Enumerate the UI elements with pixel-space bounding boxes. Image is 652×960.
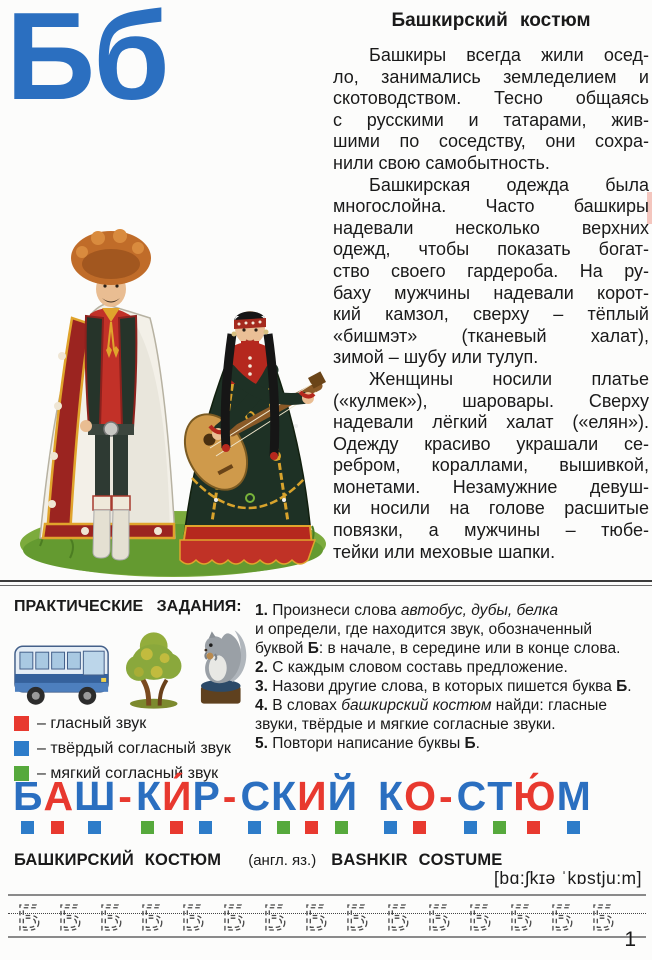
task-text: . xyxy=(627,678,632,695)
letter-column xyxy=(328,774,356,834)
syllable-group xyxy=(456,774,591,834)
red-sound-square xyxy=(305,821,318,834)
blue-sound-square xyxy=(199,821,212,834)
svg-text:Б: Б xyxy=(263,897,287,936)
syllable-hyphen: - xyxy=(118,773,132,819)
syllable-letter: Р xyxy=(192,773,219,819)
text-line: ребром, кораллами, вышивкой, xyxy=(333,455,649,476)
trace-letter xyxy=(53,896,94,936)
task-item xyxy=(255,658,651,677)
task-text: . xyxy=(475,735,480,752)
task-item xyxy=(255,601,651,658)
task-text: 5. xyxy=(255,735,273,752)
paragraph xyxy=(333,175,649,369)
text-line: шими по соседству, они сохра- xyxy=(333,131,649,152)
svg-text:Б: Б xyxy=(58,897,82,936)
task-text: Произнеси слова xyxy=(272,602,401,619)
text-line: многослойна. Часто башкиры xyxy=(333,196,649,217)
trace-letter xyxy=(422,896,463,936)
text-line: ки носили на голове расшитые xyxy=(333,498,649,519)
syllable-letter: Й xyxy=(327,773,357,819)
letter-column xyxy=(240,774,269,834)
task-text: В словах xyxy=(272,697,342,714)
task-item xyxy=(255,696,651,734)
svg-text:Б: Б xyxy=(17,897,41,936)
trace-letter xyxy=(12,896,53,936)
syllable-title xyxy=(12,774,591,834)
blue-sound-square xyxy=(464,821,477,834)
task-text: и определи, где находится звук, обозначенный xyxy=(255,621,593,638)
legend-item xyxy=(14,711,231,736)
green-sound-square xyxy=(493,821,506,834)
text-line: Одежду красиво украшали се- xyxy=(333,433,649,454)
blue-sound-square xyxy=(384,821,397,834)
blue-sound-square xyxy=(21,821,34,834)
task-text: Б xyxy=(616,678,628,695)
article-paragraphs xyxy=(333,45,649,563)
red-sound-square xyxy=(527,821,540,834)
red-sound-square xyxy=(170,821,183,834)
task-text: 3. xyxy=(255,678,273,695)
syllable-letter: И xyxy=(297,773,326,819)
letter-column xyxy=(404,774,435,834)
syllable-letter: Б xyxy=(13,773,42,819)
svg-text:Б: Б xyxy=(509,897,533,936)
svg-text:Б: Б xyxy=(140,897,164,936)
text-line: тейки или меховые шапки. xyxy=(333,541,556,562)
phonetic-transcription: [bɑ:ʃkɪə ˈkɒstju:m] xyxy=(494,868,642,888)
letter-column xyxy=(457,774,486,834)
trace-letter xyxy=(586,896,627,936)
paragraph xyxy=(333,45,649,175)
text-line: ство своего гардероба. На ру- xyxy=(333,260,649,281)
bus-image xyxy=(12,634,115,710)
red-sound-square xyxy=(51,821,64,834)
squirrel-image xyxy=(193,622,249,710)
svg-text:Б: Б xyxy=(468,897,492,936)
task-text: Б xyxy=(464,735,476,752)
svg-text:Б: Б xyxy=(99,897,123,936)
article xyxy=(333,10,649,563)
trace-letter xyxy=(545,896,586,936)
task-text: башкирский костюм xyxy=(341,697,492,714)
task-text: С каждым словом составь предложение. xyxy=(272,659,568,676)
syllable-letter: К xyxy=(135,773,160,819)
letter-column xyxy=(557,774,590,834)
text-line: с русскими и татарами, жив- xyxy=(333,109,649,130)
svg-text:Б: Б xyxy=(304,897,328,936)
text-line: скотоводством. Тесно общаясь xyxy=(333,88,649,109)
caption-language-note: (англ. яз.) xyxy=(248,852,317,869)
letter-column xyxy=(487,774,511,834)
letter-column xyxy=(43,774,72,834)
svg-text:Б: Б xyxy=(550,897,574,936)
blue-square-icon xyxy=(14,741,29,756)
svg-text:Б: Б xyxy=(427,897,451,936)
task-text: 4. xyxy=(255,697,273,714)
text-line: монетами. Незамужние девуш- xyxy=(333,476,649,497)
trace-letter xyxy=(340,896,381,936)
syllable-group xyxy=(377,774,436,834)
legend-item xyxy=(14,736,231,761)
text-line: кий камзол, сверху – тёплый xyxy=(333,304,649,325)
alphabet-letter-pair: Бб xyxy=(6,0,168,126)
syllable-group xyxy=(135,774,220,834)
practical-tasks-heading: ПРАКТИЧЕСКИЕ ЗАДАНИЯ: xyxy=(14,598,242,615)
green-sound-square xyxy=(277,821,290,834)
trace-letter xyxy=(381,896,422,936)
task-item xyxy=(255,734,651,753)
task-text: автобус, дубы, белка xyxy=(400,602,558,619)
text-line: Женщины носили платье xyxy=(369,368,649,389)
red-square-icon xyxy=(14,716,29,731)
oak-tree-image xyxy=(123,630,184,710)
syllable-group xyxy=(12,774,115,834)
task-text: Повтори написание буквы xyxy=(272,735,465,752)
text-line: нили свою самобытность. xyxy=(333,152,550,173)
trace-letter xyxy=(299,896,340,936)
syllable-letter: Т xyxy=(487,773,512,819)
text-line: Башкирская одежда была xyxy=(369,174,649,195)
task-text: Б xyxy=(307,640,319,657)
task-text: 1. xyxy=(255,602,273,619)
text-line: повязки, а мужчины – тюбе- xyxy=(333,520,649,541)
section-divider xyxy=(0,580,652,586)
green-sound-square xyxy=(335,821,348,834)
syllable-letter: С xyxy=(240,773,270,819)
syllable-letter: М xyxy=(556,773,590,819)
task-text: буквой xyxy=(255,640,308,657)
syllable-group xyxy=(239,774,357,834)
caption-russian: БАШКИРСКИЙ КОСТЮМ xyxy=(14,851,222,869)
paragraph xyxy=(333,369,649,563)
svg-text:Б: Б xyxy=(181,897,205,936)
syllable-hyphen: - xyxy=(222,773,237,819)
text-line: одежд, чтобы показать богат- xyxy=(333,239,649,260)
text-line: надевали лёгкий халат («елян»). xyxy=(333,412,649,433)
red-sound-square xyxy=(413,821,426,834)
text-line: надевали несколько верхних xyxy=(333,217,649,238)
trace-letter xyxy=(217,896,258,936)
letter-column xyxy=(513,774,554,834)
text-line: («кулмек»), шаровары. Сверху xyxy=(333,390,649,411)
trace-letter xyxy=(463,896,504,936)
syllable-letter: С xyxy=(456,773,486,819)
tracing-row xyxy=(12,896,627,936)
letter-column xyxy=(271,774,295,834)
task-text: Назови другие слова, в которых пишется буква xyxy=(272,678,617,695)
task-list xyxy=(255,601,651,753)
blue-sound-square xyxy=(567,821,580,834)
letter-column xyxy=(136,774,160,834)
blue-sound-square xyxy=(248,821,261,834)
letter-column xyxy=(13,774,41,834)
task-text: найди: гласные xyxy=(491,697,607,714)
syllable-letter: Ш xyxy=(74,773,115,819)
letter-tracing-strip xyxy=(8,894,646,938)
article-title: Башкирский костюм xyxy=(391,10,591,31)
svg-text:Б: Б xyxy=(345,897,369,936)
task-text: : в начале, в середине или в конце слова. xyxy=(318,640,621,657)
svg-text:Б: Б xyxy=(591,897,615,936)
legend-label: – гласный звук xyxy=(37,714,147,732)
syllable-letter: О xyxy=(404,773,435,819)
legend-label: – мягкий согласный звук xyxy=(37,764,219,782)
green-sound-square xyxy=(141,821,154,834)
bashkir-costume-illustration xyxy=(10,126,333,584)
trace-letter xyxy=(135,896,176,936)
blue-sound-square xyxy=(88,821,101,834)
practical-images xyxy=(12,622,248,710)
letter-column xyxy=(74,774,114,834)
legend-label: – твёрдый согласный звук xyxy=(37,739,231,757)
text-line: ло, занимались земледелием и xyxy=(333,66,649,87)
syllable-letter: Ю́ xyxy=(513,773,555,819)
caption-english: BASHKIR COSTUME xyxy=(331,851,503,869)
trace-letter xyxy=(176,896,217,936)
letter-column xyxy=(162,774,190,834)
task-text: 2. xyxy=(255,659,273,676)
task-item xyxy=(255,677,651,696)
syllable-letter: И́ xyxy=(161,773,191,819)
svg-text:Б: Б xyxy=(222,897,246,936)
task-text: звуки, твёрдые и мягкие согласные звуки. xyxy=(255,716,556,733)
text-line: зимой – шубу или тулуп. xyxy=(333,347,539,368)
trace-letter xyxy=(258,896,299,936)
text-line: «бишмэт» (тканевый халат), xyxy=(333,325,649,346)
trace-letter xyxy=(504,896,545,936)
svg-text:Б: Б xyxy=(386,897,410,936)
text-line: баху мужчины надевали корот- xyxy=(333,282,649,303)
syllable-hyphen: - xyxy=(438,773,453,819)
text-line: Башкиры всегда жили осед- xyxy=(369,45,649,65)
syllable-letter: К xyxy=(271,773,296,819)
letter-column xyxy=(192,774,218,834)
letter-column xyxy=(297,774,325,834)
syllable-letter: К xyxy=(378,773,403,819)
trace-letter xyxy=(94,896,135,936)
letter-column xyxy=(378,774,402,834)
syllable-letter: А xyxy=(43,773,73,819)
page-number: 1 xyxy=(624,928,636,951)
